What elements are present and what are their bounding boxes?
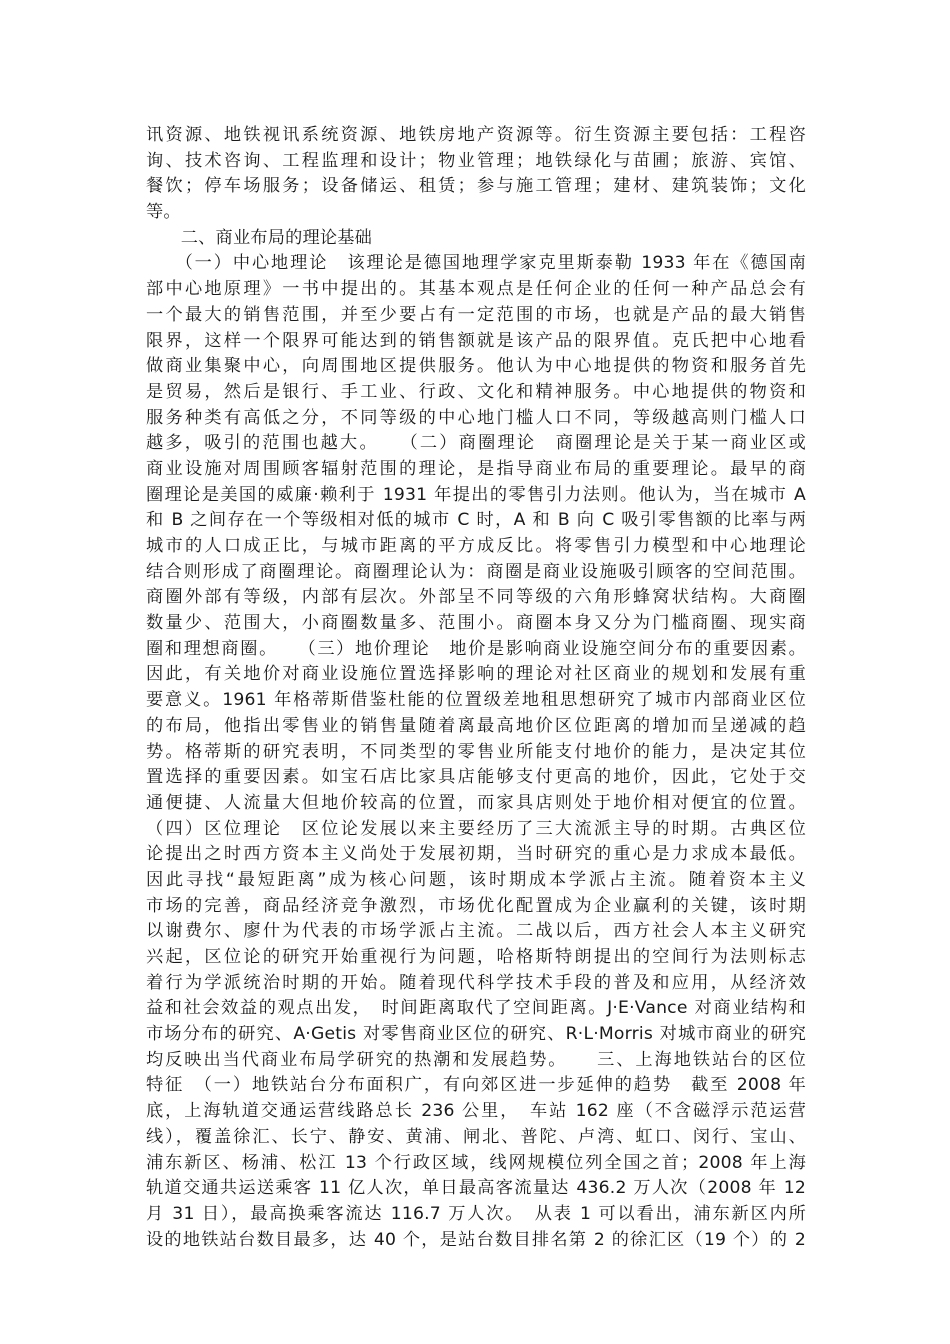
text-line: 做商业集聚中心，向周围地区提供服务。他认为中心地提供的物资和服务首先: [146, 356, 806, 377]
text-line: 限界，这样一个限界可能达到的销售额就是该产品的限界值。克氏把中心地看: [146, 330, 806, 351]
text-line: 通便捷、人流量大但地价较高的位置，而家具店则处于地价相对便宜的位置。: [146, 792, 806, 813]
text-line: 均反映出当代商业布局学研究的热潮和发展趋势。 三、上海地铁站台的区位: [146, 1049, 806, 1070]
text-line: 圈和理想商圈。 （三）地价理论 地价是影响商业设施空间分布的重要因素。: [146, 638, 806, 659]
text-line: 一个最大的销售范围，并至少要占有一定范围的市场，也就是产品的最大销售: [146, 304, 806, 325]
text-line: 特征 （一）地铁站台分布面积广，有向郊区进一步延伸的趋势 截至 2008 年: [146, 1075, 806, 1096]
text-line: 益和社会效益的观点出发， 时间距离取代了空间距离。J·E·Vance 对商业结构和: [146, 998, 806, 1019]
text-line: 二、商业布局的理论基础: [146, 227, 373, 248]
text-line: 结合则形成了商圈理论。商圈理论认为：商圈是商业设施吸引顾客的空间范围。: [146, 561, 806, 582]
text-line: 浦东新区、杨浦、松江 13 个行政区域，线网规模位列全国之首；2008 年上海: [146, 1152, 806, 1173]
text-line: 等。: [146, 202, 181, 223]
text-line: 着行为学派统治时期的开始。随着现代科学技术手段的普及和应用，从经济效: [146, 972, 806, 993]
text-line: 市场分布的研究、A·Getis 对零售商业区位的研究、R·L·Morris 对城市商业的研究: [146, 1024, 806, 1045]
text-line: 置选择的重要因素。如宝石店比家具店能够支付更高的地价，因此，它处于交: [146, 767, 806, 788]
text-line: 因此寻找“最短距离”成为核心问题，该时期成本学派占主流。随着资本主义: [146, 869, 806, 890]
text-line: 市场的完善，商品经济竞争激烈，市场优化配置成为企业赢利的关键，该时期: [146, 895, 806, 916]
text-line: 以谢费尔、廖什为代表的市场学派占主流。二战以后，西方社会人本主义研究: [146, 921, 806, 942]
text-line: 部中心地原理》一书中提出的。其基本观点是任何企业的任何一种产品总会有: [146, 279, 806, 300]
text-line: 数量少、范围大，小商圈数量多、范围小。商圈本身又分为门槛商圈、现实商: [146, 613, 806, 634]
text-line: 线），覆盖徐汇、长宁、静安、黄浦、闸北、普陀、卢湾、虹口、闵行、宝山、: [146, 1126, 806, 1147]
text-line: 底，上海轨道交通运营线路总长 236 公里， 车站 162 座（不含磁浮示范运营: [146, 1101, 806, 1122]
text-line: （一）中心地理论 该理论是德国地理学家克里斯泰勒 1933 年在《德国南: [146, 253, 806, 274]
text-line: 服务种类有高低之分，不同等级的中心地门槛人口不同，等级越高则门槛人口: [146, 407, 806, 428]
text-line: 论提出之时西方资本主义尚处于发展初期，当时研究的重心是力求成本最低。: [146, 844, 806, 865]
text-line: 餐饮；停车场服务；设备储运、租赁；参与施工管理；建材、建筑装饰；文化: [146, 176, 806, 197]
text-line: 因此，有关地价对商业设施位置选择影响的理论对社区商业的规划和发展有重: [146, 664, 806, 685]
text-line: 是贸易，然后是银行、手工业、行政、文化和精神服务。中心地提供的物资和: [146, 381, 806, 402]
text-line: 的布局，他指出零售业的销售量随着离最高地价区位距离的增加而呈递减的趋: [146, 715, 806, 736]
text-line: 城市的人口成正比，与城市距离的平方成反比。将零售引力模型和中心地理论: [146, 536, 806, 556]
text-line: 要意义。1961 年格蒂斯借鉴杜能的位置级差地租思想研究了城市内部商业区位: [146, 690, 806, 711]
text-line: 商圈外部有等级，内部有层次。外部呈不同等级的六角形蜂窝状结构。大商圈: [146, 587, 806, 608]
text-line: 越多，吸引的范围也越大。 （二）商圈理论 商圈理论是关于某一商业区或: [146, 433, 806, 454]
body-text: [146, 123, 806, 1253]
text-line: 月 31 日），最高换乘客流达 116.7 万人次。 从表 1 可以看出，浦东新区内所: [146, 1203, 806, 1224]
text-line: 圈理论是美国的威廉·赖利于 1931 年提出的零售引力法则。他认为，当在城市 A: [146, 484, 806, 505]
text-line: 讯资源、地铁视讯系统资源、地铁房地产资源等。衍生资源主要包括：工程咨: [146, 125, 806, 145]
text-line: 询、技术咨询、工程监理和设计；物业管理；地铁绿化与苗圃；旅游、宾馆、: [146, 150, 806, 171]
text-line: 兴起，区位论的研究开始重视行为问题，哈格斯特朗提出的空间行为法则标志: [146, 947, 806, 967]
text-line: 势。格蒂斯的研究表明，不同类型的零售业所能支付地价的能力，是决定其位: [146, 741, 806, 762]
text-line: 轨道交通共运送乘客 11 亿人次，单日最高客流量达 436.2 万人次（2008 年 12: [146, 1178, 806, 1199]
text-line: 商业设施对周围顾客辐射范围的理论，是指导商业布局的重要理论。最早的商: [146, 458, 806, 479]
text-line: 和 B 之间存在一个等级相对低的城市 C 时，A 和 B 向 C 吸引零售额的比率与两: [146, 510, 806, 531]
text-line: 设的地铁站台数目最多，达 40 个，是站台数目排名第 2 的徐汇区（19 个）的 2: [146, 1229, 806, 1250]
text-line: （四）区位理论 区位论发展以来主要经历了三大流派主导的时期。古典区位: [146, 818, 806, 839]
